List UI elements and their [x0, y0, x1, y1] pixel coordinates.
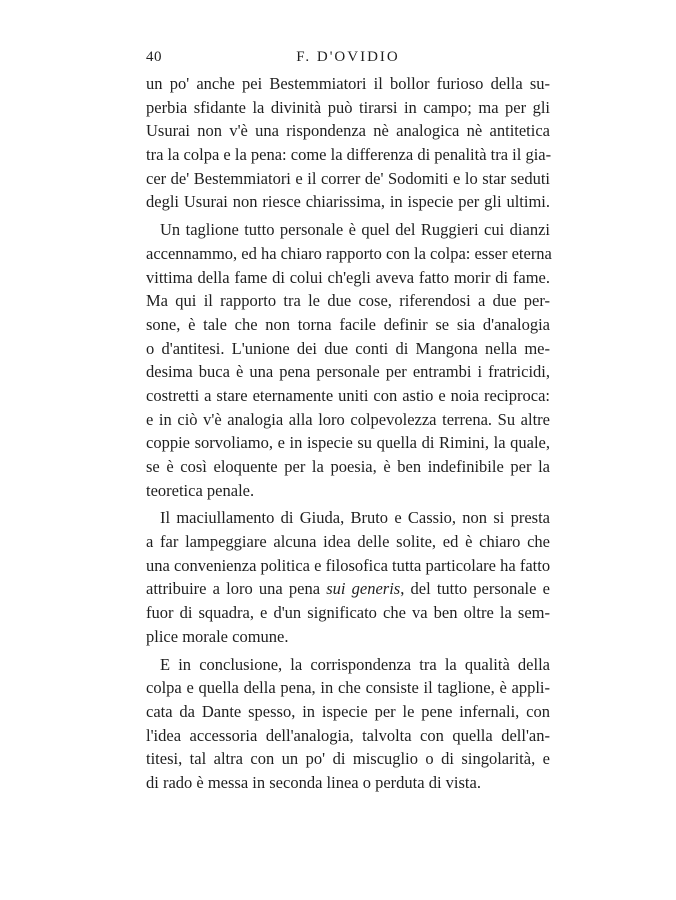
text-line: a far lampeggiare alcuna idea delle solite, ed è chiaro che — [146, 532, 550, 552]
text-line: coppie sorvoliamo, e in ispecie su quella di Rimini, la quale, — [146, 433, 550, 453]
text-line: di rado è messa in seconda linea o perduta di vista. — [146, 772, 481, 792]
text-line: se è così eloquente per la poesia, è ben indefinibile per la — [146, 457, 550, 476]
text-line: un po' anche pei Bestemmiatori il bollor furioso della su- — [146, 74, 550, 93]
text-line: o d'antitesi. L'unione dei due conti di Mangona nella me- — [146, 338, 550, 358]
paragraph-1 — [146, 72, 550, 214]
text-line: cer de' Bestemmiatori e il correr de' Sodomiti e lo star seduti — [146, 168, 550, 188]
text-line: titesi, tal altra con un po' di miscuglio o di singolarità, e — [146, 749, 550, 769]
paragraph-3 — [146, 506, 550, 648]
page-header — [146, 45, 550, 69]
text-line: Il maciullamento di Giuda, Bruto e Cassio, non si presta — [160, 508, 550, 528]
text-line: Ma qui il rapporto tra le due cose, riferendosi a due per- — [146, 291, 550, 311]
paragraph-4 — [146, 653, 550, 795]
paragraph-2 — [146, 218, 550, 502]
text-line: Usurai non v'è una rispondenza nè analogica nè antitetica — [146, 121, 550, 141]
text-line: cata da Dante spesso, in ispecie per le pene infernali, con — [146, 701, 550, 721]
text-line: tra la colpa e la pena: come la differenza di penalità tra il gia- — [146, 145, 552, 165]
text-line: E in conclusione, la corrispondenza tra la qualità della — [160, 654, 550, 674]
text-line: vittima della fame di colui ch'egli aveva fatto morir di fame. — [146, 267, 550, 287]
main-text — [146, 72, 550, 795]
text-line: e in ciò v'è analogia alla loro colpevolezza terrena. Su altre — [146, 409, 550, 429]
italic-phrase: sui generis — [326, 579, 401, 599]
page-number: 40 — [146, 49, 162, 65]
text-line — [146, 577, 550, 601]
text-line: perbia sfidante la divinità può tirarsi in campo; ma per gli — [146, 97, 550, 117]
running-head: F. D'OVIDIO — [296, 49, 400, 65]
text-line: costretti a stare eternamente uniti con astio e noia reciproca: — [146, 385, 550, 405]
text-line: accennammo, ed ha chiaro rapporto con la colpa: esser eterna — [146, 243, 552, 263]
text-line: desima buca è una pena personale per entrambi i fratricidi, — [146, 362, 550, 382]
text-line: sone, è tale che non torna facile definir se sia d'analogia — [146, 314, 550, 334]
text-line: plice morale comune. — [146, 626, 289, 646]
text-line: fuor di squadra, e d'un significato che va ben oltre la sem- — [146, 603, 550, 623]
text-line: degli Usurai non riesce chiarissima, in ispecie per gli ultimi. — [146, 192, 550, 212]
text-fragment: , del tutto personale e — [400, 579, 550, 599]
text-line: l'idea accessoria dell'analogia, talvolta con quella dell'an- — [146, 725, 550, 745]
text-fragment: attribuire a loro una pena — [146, 579, 327, 599]
text-line: una convenienza politica e filosofica tutta particolare ha fatto — [146, 555, 551, 575]
text-line: Un taglione tutto personale è quel del Ruggieri cui dianzi — [160, 220, 550, 240]
text-line: teoretica penale. — [146, 480, 255, 500]
text-line: colpa e quella della pena, in che consiste il taglione, è appli- — [146, 678, 550, 698]
